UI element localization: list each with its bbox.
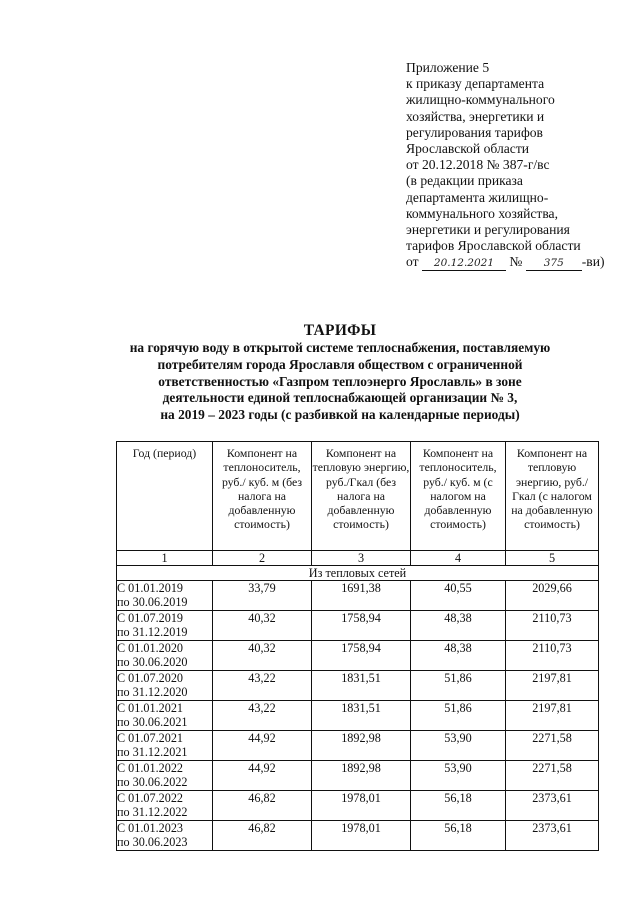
period-to: по 31.12.2019 xyxy=(117,625,188,639)
appendix-line: департамента жилищно- xyxy=(406,189,549,205)
value-cell: 2271,58 xyxy=(506,731,599,761)
column-number: 4 xyxy=(411,551,506,566)
appendix-line: хозяйства, энергетики и xyxy=(406,108,545,124)
value-cell: 53,90 xyxy=(411,731,506,761)
value-cell: 1831,51 xyxy=(312,671,411,701)
title-subline: деятельности единой теплоснабжающей организации № 3, xyxy=(162,390,518,406)
table-row xyxy=(117,731,599,761)
header-period: Год (период) xyxy=(117,442,213,551)
period-cell xyxy=(117,731,213,761)
table-row xyxy=(117,701,599,731)
period-cell xyxy=(117,641,213,671)
appendix-line: регулирования тарифов xyxy=(406,124,543,140)
period-from: С 01.07.2020 xyxy=(117,671,184,685)
value-cell: 1758,94 xyxy=(312,611,411,641)
table-row xyxy=(117,641,599,671)
value-cell: 44,92 xyxy=(213,731,312,761)
appendix-line: к приказу департамента xyxy=(406,76,545,92)
value-cell: 2197,81 xyxy=(506,701,599,731)
document-title xyxy=(40,322,640,424)
period-from: С 01.07.2022 xyxy=(117,791,184,805)
date-prefix: от xyxy=(406,254,422,270)
value-cell: 1691,38 xyxy=(312,581,411,611)
table-row xyxy=(117,671,599,701)
value-cell: 46,82 xyxy=(213,791,312,821)
header-energy-no-vat: Компонент на тепловую энергию, руб./Гкал (без налога на добавленную стоимость) xyxy=(312,442,411,551)
value-cell: 40,55 xyxy=(411,581,506,611)
period-to: по 30.06.2019 xyxy=(117,595,188,609)
value-cell: 48,38 xyxy=(411,641,506,671)
period-from: С 01.07.2021 xyxy=(117,731,184,745)
period-from: С 01.01.2021 xyxy=(117,701,184,715)
appendix-block xyxy=(406,60,631,271)
title-subline: на 2019 – 2023 годы (с разбивкой на календарные периоды) xyxy=(160,407,520,423)
period-to: по 30.06.2021 xyxy=(117,715,188,729)
period-from: С 01.01.2022 xyxy=(117,761,184,775)
value-cell: 43,22 xyxy=(213,701,312,731)
value-cell: 51,86 xyxy=(411,701,506,731)
title-subline: ответственностью «Газпром теплоэнерго Ярославль» в зоне xyxy=(158,373,522,389)
value-cell: 1758,94 xyxy=(312,641,411,671)
value-cell: 2110,73 xyxy=(506,641,599,671)
section-label: Из тепловых сетей xyxy=(117,566,599,581)
title-subline: потребителям города Ярославля обществом с ограниченной xyxy=(157,356,523,372)
appendix-line: от 20.12.2018 № 387-г/вс xyxy=(406,157,550,173)
value-cell: 2373,61 xyxy=(506,821,599,851)
value-cell: 1978,01 xyxy=(312,821,411,851)
period-from: С 01.01.2020 xyxy=(117,641,184,655)
appendix-date-line xyxy=(406,254,631,271)
value-cell: 2110,73 xyxy=(506,611,599,641)
appendix-line: жилищно-коммунального xyxy=(406,92,555,108)
value-cell: 1978,01 xyxy=(312,791,411,821)
appendix-line: тарифов Ярославской области xyxy=(406,238,581,254)
value-cell: 1831,51 xyxy=(312,701,411,731)
period-to: по 31.12.2020 xyxy=(117,685,188,699)
period-from: С 01.01.2023 xyxy=(117,821,184,835)
handwritten-date: 20.12.2021 xyxy=(422,257,506,271)
value-cell: 1892,98 xyxy=(312,761,411,791)
table-row xyxy=(117,581,599,611)
value-cell: 33,79 xyxy=(213,581,312,611)
period-cell xyxy=(117,791,213,821)
column-number: 3 xyxy=(312,551,411,566)
value-cell: 40,32 xyxy=(213,611,312,641)
appendix-line: коммунального хозяйства, xyxy=(406,205,558,221)
value-cell: 46,82 xyxy=(213,821,312,851)
section-row xyxy=(117,566,599,581)
table-row xyxy=(117,791,599,821)
period-cell xyxy=(117,581,213,611)
header-coolant-no-vat: Компонент на теплоноситель, руб./ куб. м (без налога на добавленную стоимость) xyxy=(213,442,312,551)
title-main: ТАРИФЫ xyxy=(303,322,377,339)
value-cell: 2271,58 xyxy=(506,761,599,791)
period-cell xyxy=(117,671,213,701)
period-to: по 31.12.2022 xyxy=(117,805,188,819)
column-number: 5 xyxy=(506,551,599,566)
period-cell xyxy=(117,701,213,731)
handwritten-number: 375 xyxy=(526,257,582,271)
table-row xyxy=(117,611,599,641)
period-to: по 30.06.2020 xyxy=(117,655,188,669)
appendix-line: энергетики и регулирования xyxy=(406,222,570,238)
period-cell xyxy=(117,821,213,851)
value-cell: 53,90 xyxy=(411,761,506,791)
value-cell: 48,38 xyxy=(411,611,506,641)
number-label: № xyxy=(509,254,523,270)
value-cell: 43,22 xyxy=(213,671,312,701)
value-cell: 1892,98 xyxy=(312,731,411,761)
value-cell: 51,86 xyxy=(411,671,506,701)
value-cell: 44,92 xyxy=(213,761,312,791)
value-cell: 56,18 xyxy=(411,821,506,851)
column-number-row xyxy=(117,551,599,566)
header-coolant-vat: Компонент на теплоноситель, руб./ куб. м (с налогом на добавленную стоимость) xyxy=(411,442,506,551)
column-number: 2 xyxy=(213,551,312,566)
period-cell xyxy=(117,761,213,791)
period-from: С 01.07.2019 xyxy=(117,611,184,625)
tariff-table xyxy=(116,441,599,851)
title-subline: на горячую воду в открытой системе теплоснабжения, поставляемую xyxy=(129,340,551,355)
column-number: 1 xyxy=(117,551,213,566)
value-cell: 2197,81 xyxy=(506,671,599,701)
table-row xyxy=(117,821,599,851)
value-cell: 2029,66 xyxy=(506,581,599,611)
period-to: по 31.12.2021 xyxy=(117,745,188,759)
period-cell xyxy=(117,611,213,641)
appendix-line: Приложение 5 xyxy=(406,60,490,75)
header-energy-vat: Компонент на тепловую энергию, руб./Гкал (с налогом на добавленную стоимость) xyxy=(506,442,599,551)
period-to: по 30.06.2022 xyxy=(117,775,188,789)
value-cell: 2373,61 xyxy=(506,791,599,821)
value-cell: 56,18 xyxy=(411,791,506,821)
value-cell: 40,32 xyxy=(213,641,312,671)
period-from: С 01.01.2019 xyxy=(117,581,184,595)
appendix-line: (в редакции приказа xyxy=(406,173,523,189)
appendix-line: Ярославской области xyxy=(406,141,530,157)
header-row xyxy=(117,442,599,551)
number-suffix: -ви) xyxy=(581,254,605,270)
period-to: по 30.06.2023 xyxy=(117,835,188,849)
table-row xyxy=(117,761,599,791)
